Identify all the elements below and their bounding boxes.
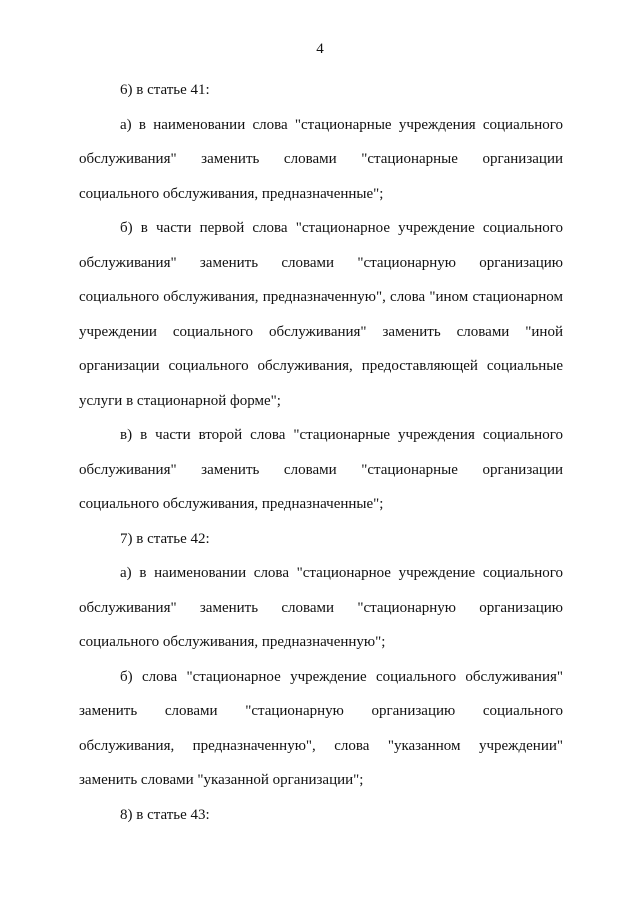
page-number: 4 bbox=[316, 41, 324, 57]
paragraph-article-43: 8) в статье 43: bbox=[120, 806, 210, 823]
paragraph-42-b: б) слова "стационарное учреждение социального обслуживания" заменить словами "стационарную организацию социального обслуживания, предназначенную", слова "указанном учреждении" заменить словами "указанной организации"; bbox=[79, 668, 563, 788]
paragraph-41-a: а) в наименовании слова "стационарные учреждения социального обслуживания" заменить словами "стационарные организации социального обслуживания, предназначенные"; bbox=[79, 116, 563, 202]
paragraph-article-41: 6) в статье 41: bbox=[120, 82, 210, 98]
document-body bbox=[79, 73, 563, 832]
paragraph-article-42: 7) в статье 42: bbox=[120, 530, 210, 547]
paragraph-41-b: б) в части первой слова "стационарное учреждение социального обслуживания" заменить словами "стационарную организацию социального обслуживания, предназначенную", слова "ином стационарном учреждении социального обслуживания" заменить словами "иной организации социального обслуживания, предоставляющей социальные услуги в стационарной форме"; bbox=[79, 220, 563, 409]
paragraph-42-a: а) в наименовании слова "стационарное учреждение социального обслуживания" заменить словами "стационарную организацию социального обслуживания, предназначенную"; bbox=[79, 565, 563, 650]
paragraph-41-v: в) в части второй слова "стационарные учреждения социального обслуживания" заменить словами "стационарные организации социального обслуживания, предназначенные"; bbox=[79, 427, 563, 512]
